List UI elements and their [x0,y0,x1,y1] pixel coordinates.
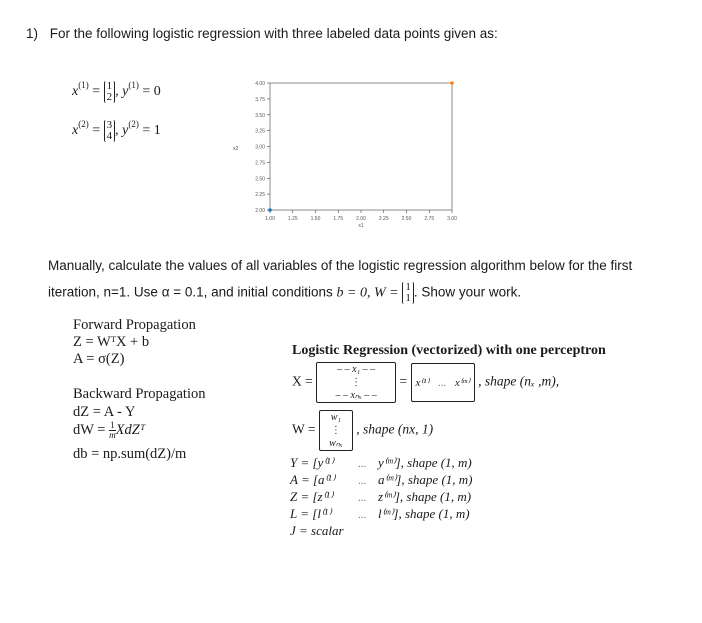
y2-value: 1 [153,123,161,138]
forward-title: Forward Propagation [73,317,196,333]
backward-dw [73,421,145,440]
w-matrix-definition [292,410,433,451]
a-rhs: a⁽ᵐ⁾], shape (1, m) [378,472,473,487]
a-dots: ... [358,475,367,487]
forward-a: A = σ(Z) [73,351,125,367]
point-2-equation: $x^{(2)} = 3$ 4 , $y^{(2)} = 1$ [72,118,161,142]
y-tick-label: 3.25 [255,128,265,135]
w-init-vector [402,282,414,304]
x-tick-label: 1.75 [333,216,344,222]
data-point-2 [450,81,454,85]
y-tick-label: 3.50 [255,112,265,119]
x-matrix-label: X = [292,373,313,389]
x-col-dots: ... [437,377,447,389]
y-tick-label: 2.25 [255,192,265,199]
x-tick-label: 2.75 [424,216,435,222]
z-dots: ... [358,492,367,504]
z-rhs: z⁽ᵐ⁾], shape (1, m) [378,489,472,504]
x-shape: , shape (nₓ ,m), [478,373,560,389]
y-lhs: Y = [y⁽¹⁾ [290,455,334,470]
w-init-top: 1 [405,281,411,293]
y-tick-label: 2.00 [255,208,265,214]
x1-symbol: x [72,84,79,99]
x2-sup: (2) [78,119,89,129]
vector-row-z [290,489,473,506]
y1-sup: (1) [128,80,139,90]
instruction-line-1: Manually, calculate the values of all variables of the logistic regression algorithm below for the first [48,258,633,273]
l-lhs: L = [l⁽¹⁾ [290,506,332,521]
y-dots: ... [358,458,367,470]
x2-vec-top: 3 [106,118,113,131]
x-row-first: – – x₁ – – [337,364,376,375]
y2-symbol: y [122,123,129,138]
dw-denominator: m [109,430,116,440]
y-tick-label: 2.75 [255,160,265,167]
vector-row-a [290,472,473,489]
x-tick-label: 1.25 [287,216,298,222]
w-row-last: wₙₓ [329,438,343,449]
x-row-last: – – xₙₓ – – [335,390,377,401]
l-rhs: l⁽ᵐ⁾], shape (1, m) [378,506,470,521]
backward-dz: dZ = A - Y [73,404,136,420]
x1-vec-bottom: 2 [106,90,113,103]
y-tick-label: 2.50 [255,176,265,183]
y-tick-label: 3.75 [255,96,265,103]
x2-vector [104,120,116,142]
x-matrix-definition: X = – – x₁ – – ⋮ – – xₙₓ – – = x⁽¹⁾ ... x⁽ᵐ⁾ , shape (nₓ ,m), [292,364,560,401]
forward-z: Z = WᵀX + b [73,334,150,350]
instruction-post: . Show your work. [413,284,522,300]
y-rhs: y⁽ᵐ⁾], shape (1, m) [378,455,472,470]
x-row-matrix [316,362,396,403]
dw-lhs: dW = [73,421,106,438]
w-init-bottom: 1 [405,292,411,304]
w-shape: , shape (nx, 1) [356,421,434,437]
z-lhs: Z = [z⁽¹⁾ [290,489,333,504]
dw-rhs: XdZᵀ [115,421,146,438]
x2-symbol: x [72,123,79,138]
scatter-chart [230,76,460,232]
j-definition: J = scalar [290,523,344,538]
x-col-first: x⁽¹⁾ [415,377,430,389]
vector-definitions [290,455,473,539]
x-tick-label: 1.00 [265,216,275,222]
point-1-equation: $x^{(1)} = 1$ 2 , $y^{(1)} = 0$ [72,79,161,103]
x-col-last: x⁽ᵐ⁾ [454,377,470,389]
x-axis-label: x1 [358,223,364,229]
x-col-matrix [411,363,475,402]
x2-vec-bottom: 4 [106,129,113,142]
question-number: 1) [26,26,39,41]
l-dots: ... [358,509,367,521]
x-tick-label: 2.00 [356,216,366,222]
w-row-first: w₁ [330,412,341,423]
vector-row-l [290,506,473,523]
x-tick-label: 1.50 [310,216,321,222]
question-line [26,26,498,41]
x1-vector [104,81,116,103]
x1-sup: (1) [78,80,89,90]
y-tick-label: 3.00 [255,144,265,151]
y-tick-label: 4.00 [255,81,265,87]
data-point-1 [268,208,272,212]
vectorized-title: Logistic Regression (vectorized) with one perceptron [292,343,606,358]
backward-db: db = np.sum(dZ)/m [73,446,187,462]
x-tick-label: 2.50 [401,216,412,222]
x-tick-label: 3.00 [447,216,457,222]
w-col-matrix [319,410,353,451]
initial-conditions: b = 0, W = [336,285,399,301]
y1-value: 0 [153,84,161,99]
y2-sup: (2) [128,119,139,129]
y1-symbol: y [122,84,129,99]
x1-vec-top: 1 [106,79,113,92]
question-text: For the following logistic regression with three labeled data points given as: [49,26,498,41]
y-axis-label: x2 [233,146,239,152]
backward-title: Backward Propagation [73,386,206,402]
plot-area [270,83,452,210]
x-row-dots: ⋮ [351,377,362,388]
instruction-line-2 [48,282,521,304]
w-row-dots: ⋮ [330,425,341,436]
vector-row-y [290,455,473,472]
w-matrix-label: W = [292,421,316,437]
dw-numerator: 1 [110,420,115,430]
x-tick-label: 2.25 [378,216,389,222]
a-lhs: A = [a⁽¹⁾ [290,472,335,487]
instruction-pre: iteration, n=1. Use α = 0.1, and initial conditions [48,284,333,300]
